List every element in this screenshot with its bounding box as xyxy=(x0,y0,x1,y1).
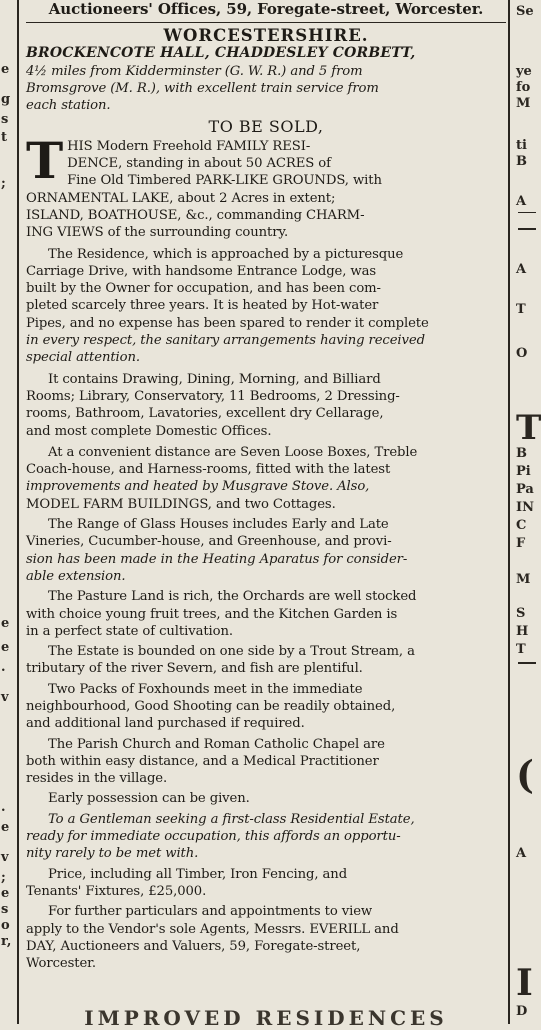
right-fragment: A xyxy=(516,846,527,861)
text-line: The Parish Church and Roman Catholic Chapel are xyxy=(48,736,385,752)
text-line: pleted scarcely three years. It is heated by Hot-water xyxy=(26,298,379,314)
left-fragment: e xyxy=(1,886,10,901)
paragraph-price xyxy=(26,866,506,901)
text-line: At a convenient distance are Seven Loose Boxes, Treble xyxy=(48,444,418,460)
text-line: and additional land purchased if required. xyxy=(26,716,305,732)
text-line: ready for immediate occupation, this affords an opportu- xyxy=(26,829,401,845)
right-fragment: ( xyxy=(516,752,534,797)
text-line: improvements and heated by Musgrave Stove. Also, xyxy=(26,479,370,495)
right-fragment: T xyxy=(516,408,541,448)
right-fragment: T xyxy=(516,302,526,317)
intro-line: ISLAND, BOATHOUSE, &c., commanding CHARM- xyxy=(26,207,365,223)
next-advert-heading-fragment: IMPROVED RESIDENCES xyxy=(84,1006,448,1030)
right-fragment: Se xyxy=(516,4,534,19)
right-fragment: fo xyxy=(516,80,531,95)
text-line: both within easy distance, and a Medical Practitioner xyxy=(26,753,379,769)
left-fragment: . xyxy=(1,800,6,815)
text-line: tributary of the river Severn, and fish are plentiful. xyxy=(26,661,363,677)
paragraph-contains xyxy=(26,371,506,440)
right-fragment: T xyxy=(516,642,526,657)
right-fragment: IN xyxy=(516,500,534,515)
location-line-1: BROCKENCOTE HALL, CHADDESLEY CORBETT, xyxy=(26,45,416,62)
right-fragment: Pa xyxy=(516,482,534,497)
left-fragment: s xyxy=(1,112,9,127)
text-line: built by the Owner for occupation, and has been com- xyxy=(26,281,381,297)
right-column-fragments xyxy=(510,0,541,1024)
text-line: and most complete Domestic Offices. xyxy=(26,423,272,439)
text-line: rooms, Bathroom, Lavatories, excellent dry Cellarage, xyxy=(26,406,384,422)
right-fragment: F xyxy=(516,536,526,551)
paragraph-possession xyxy=(26,790,506,807)
text-line: sion has been made in the Heating Aparatus for consider- xyxy=(26,551,408,567)
right-fragment: H xyxy=(516,624,529,639)
header-separator xyxy=(26,22,506,23)
text-line: It contains Drawing, Dining, Morning, and Billiard xyxy=(48,371,381,387)
right-fragment: A xyxy=(516,262,527,277)
right-rule xyxy=(518,228,536,230)
right-rule xyxy=(518,212,536,213)
text-line: special attention. xyxy=(26,350,140,366)
right-fragment: M xyxy=(516,572,531,587)
paragraph-pasture xyxy=(26,588,506,640)
text-line: Carriage Drive, with handsome Entrance Lodge, was xyxy=(26,263,377,279)
text-line: able extension. xyxy=(26,568,126,584)
right-fragment: B xyxy=(516,446,527,461)
left-fragment: e xyxy=(1,820,10,835)
right-fragment: ye xyxy=(516,64,532,79)
right-fragment: B xyxy=(516,154,527,169)
text-line: DAY, Auctioneers and Valuers, 59, Foregate-street, xyxy=(26,938,361,954)
location-line-3: Bromsgrove (M. R.), with excellent train service from xyxy=(26,80,379,96)
intro-line: HIS Modern Freehold FAMILY RESI- xyxy=(67,138,311,154)
left-fragment: ; xyxy=(1,176,6,191)
left-fragment: o xyxy=(1,918,10,933)
left-fragment: v xyxy=(1,850,9,865)
right-rule xyxy=(518,662,536,664)
left-fragment: e xyxy=(1,640,10,655)
left-fragment: . xyxy=(1,660,6,675)
location-block xyxy=(26,45,506,114)
left-fragment: g xyxy=(1,92,11,107)
intro-line: DENCE, standing in about 50 ACRES of xyxy=(67,156,331,172)
left-column-fragments xyxy=(0,0,14,1024)
paragraph-glasshouses xyxy=(26,516,506,585)
header-text: Auctioneers' Offices, 59, Foregate-street, Worcester. xyxy=(48,0,484,18)
left-fragment: e xyxy=(1,62,10,77)
right-fragment: ti xyxy=(516,138,527,153)
intro-line: ING VIEWS of the surrounding country. xyxy=(26,225,289,241)
text-line: Tenants' Fixtures, £25,000. xyxy=(26,883,207,899)
advertisement-column xyxy=(26,0,506,1024)
text-line: The Range of Glass Houses includes Early and Late xyxy=(48,517,389,533)
left-fragment: e xyxy=(1,616,10,631)
left-fragment: s xyxy=(1,902,9,917)
text-line: Rooms; Library, Conservatory, 11 Bedrooms, 2 Dressing- xyxy=(26,388,400,404)
paragraph-gentleman xyxy=(26,811,506,863)
paragraph-estate xyxy=(26,643,506,678)
right-fragment: A xyxy=(516,194,527,209)
location-line-2: 4½ miles from Kidderminster (G. W. R.) and 5 from xyxy=(26,63,363,79)
left-fragment: v xyxy=(1,690,9,705)
text-line: MODEL FARM BUILDINGS, and two Cottages. xyxy=(26,496,336,512)
left-fragment: t xyxy=(1,130,8,145)
text-line: The Pasture Land is rich, the Orchards are well stocked xyxy=(48,589,417,605)
text-line: Vineries, Cucumber-house, and Greenhouse, and provi- xyxy=(26,534,392,550)
left-fragment: r, xyxy=(1,934,12,949)
text-line: For further particulars and appointments to view xyxy=(48,904,373,920)
paragraph-outbuildings xyxy=(26,444,506,513)
text-line: The Estate is bounded on one side by a Trout Stream, a xyxy=(48,644,415,660)
text-line: Price, including all Timber, Iron Fencing, and xyxy=(48,866,348,882)
text-line: The Residence, which is approached by a picturesque xyxy=(48,246,404,262)
intro-paragraph xyxy=(26,130,506,242)
sale-heading: TO BE SOLD, xyxy=(208,117,324,137)
text-line: Worcester. xyxy=(26,956,97,972)
column-rule-left xyxy=(17,0,19,1024)
intro-line: Fine Old Timbered PARK-LIKE GROUNDS, with xyxy=(67,173,382,189)
paragraph-foxhounds xyxy=(26,681,506,733)
paragraph-church xyxy=(26,736,506,788)
text-line: in a perfect state of cultivation. xyxy=(26,623,233,639)
text-line: nity rarely to be met with. xyxy=(26,846,199,862)
right-fragment: O xyxy=(516,346,528,361)
right-fragment: Pi xyxy=(516,464,531,479)
text-line: resides in the village. xyxy=(26,771,168,787)
drop-cap: T xyxy=(26,130,64,190)
text-line: To a Gentleman seeking a first-class Residential Estate, xyxy=(48,811,415,827)
text-line: in every respect, the sanitary arrangements having received xyxy=(26,333,425,349)
text-line: neighbourhood, Good Shooting can be readily obtained, xyxy=(26,698,396,714)
text-line: Two Packs of Foxhounds meet in the immediate xyxy=(48,681,363,697)
paragraph-particulars xyxy=(26,903,506,972)
right-fragment: C xyxy=(516,518,527,533)
text-line: apply to the Vendor's sole Agents, Messrs. EVERILL and xyxy=(26,921,399,937)
text-line: Coach-house, and Harness-rooms, fitted with the latest xyxy=(26,462,391,478)
location-line-4: each station. xyxy=(26,98,111,114)
text-line: Early possession can be given. xyxy=(48,791,250,807)
right-fragment: I xyxy=(516,962,533,1004)
right-fragment: S xyxy=(516,606,526,621)
right-fragment: M xyxy=(516,96,531,111)
text-line: Pipes, and no expense has been spared to render it complete xyxy=(26,315,429,331)
paragraph-residence xyxy=(26,246,506,367)
county-heading: WORCESTERSHIRE. xyxy=(163,26,369,45)
text-line: with choice young fruit trees, and the Kitchen Garden is xyxy=(26,606,398,622)
left-fragment: ; xyxy=(1,870,6,885)
intro-line: ORNAMENTAL LAKE, about 2 Acres in extent; xyxy=(26,190,336,206)
right-fragment: D xyxy=(516,1004,528,1019)
